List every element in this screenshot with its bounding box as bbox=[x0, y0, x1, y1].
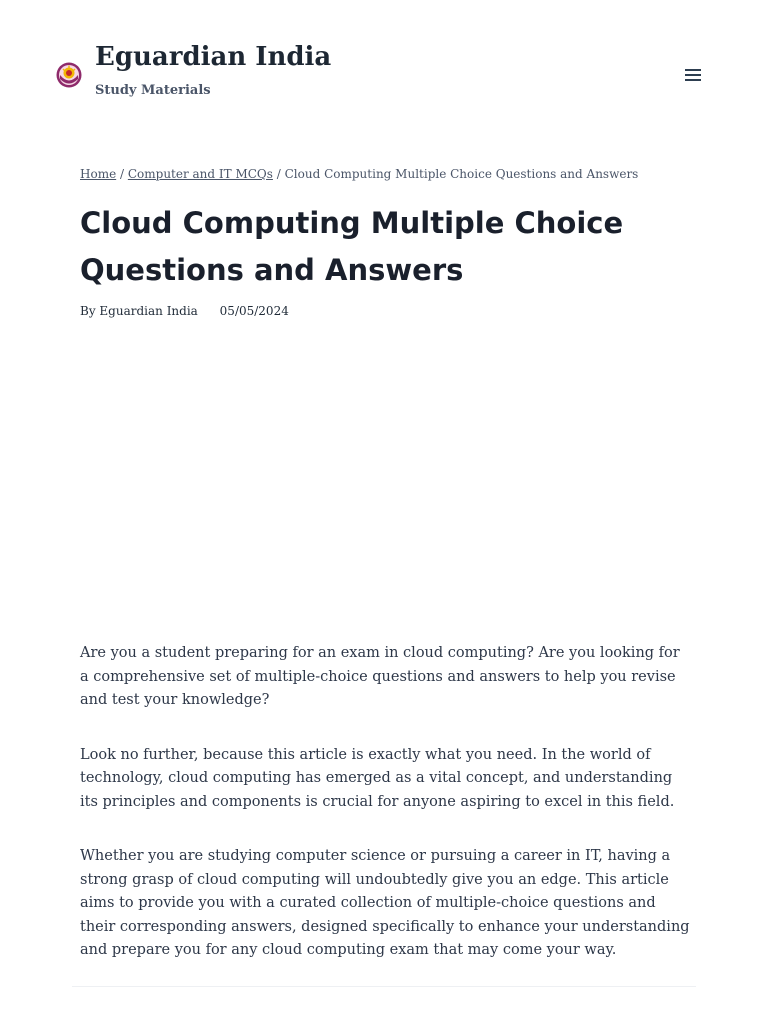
site-title[interactable]: Eguardian India bbox=[95, 42, 332, 72]
eguardian-logo-icon[interactable] bbox=[56, 62, 82, 88]
ad-placeholder bbox=[80, 340, 690, 620]
article-author[interactable]: By Eguardian India bbox=[80, 304, 198, 318]
breadcrumb bbox=[80, 167, 638, 181]
article-meta bbox=[80, 304, 289, 318]
breadcrumb-category-link[interactable]: Computer and IT MCQs bbox=[127, 167, 273, 181]
article-paragraph: Whether you are studying computer science or pursuing a career in IT, having a strong grasp of cloud computing will undoubtedly give you an edge. This article aims to provide you with a curated collection of multiple-choice questions and their corresponding answers, designed specifically to enhance your understanding and prepare you for any cloud computing exam that may come your way. bbox=[80, 848, 690, 958]
article-paragraph: Are you a student preparing for an exam in cloud computing? Are you looking for a comprehensive set of multiple-choice questions and answers to help you revise and test your knowledge? bbox=[80, 645, 680, 708]
page-title: Cloud Computing Multiple Choice Questions and Answers bbox=[80, 206, 624, 287]
article-date: 05/05/2024 bbox=[219, 304, 289, 318]
breadcrumb-separator: / bbox=[276, 167, 285, 181]
site-header bbox=[0, 0, 768, 140]
content-divider bbox=[72, 986, 696, 987]
article-paragraph: Look no further, because this article is exactly what you need. In the world of technology, cloud computing has emerged as a vital concept, and understanding its principles and components is crucial for anyone aspiring to excel in this field. bbox=[80, 746, 675, 810]
breadcrumb-separator: / bbox=[120, 167, 128, 181]
site-tagline: Study Materials bbox=[95, 83, 211, 98]
hamburger-menu-icon[interactable] bbox=[680, 64, 706, 86]
breadcrumb-home-link[interactable]: Home bbox=[80, 167, 117, 181]
article-content bbox=[80, 642, 692, 994]
breadcrumb-current: Cloud Computing Multiple Choice Questions and Answers bbox=[284, 167, 639, 181]
